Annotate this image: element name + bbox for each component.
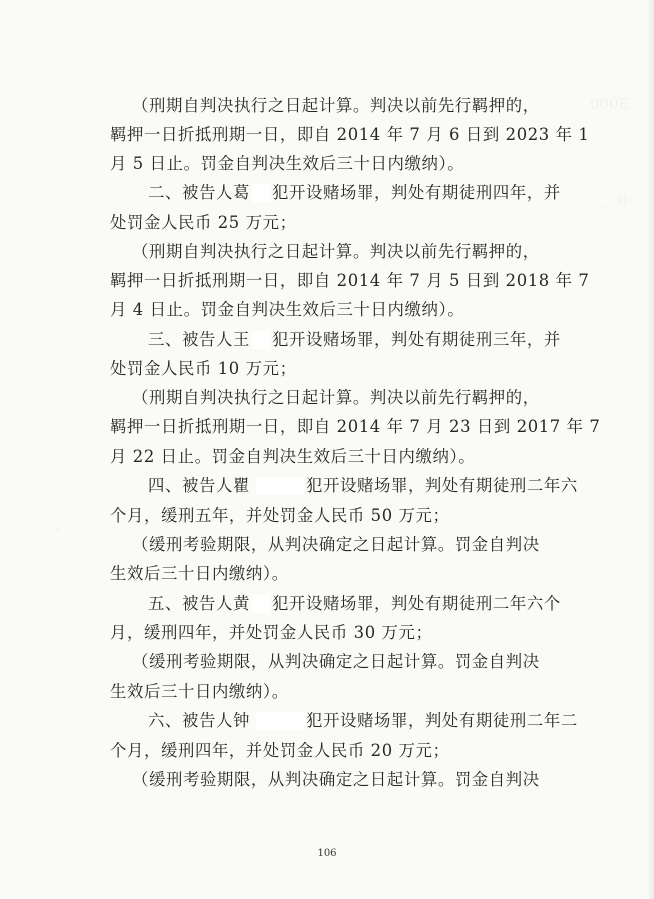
- line-text: 处罚金人民币 10 万元；: [110, 359, 297, 378]
- text-line: [0, 356, 654, 382]
- text-line: [0, 210, 654, 236]
- redacted-name: [256, 477, 304, 495]
- text-line: [0, 414, 654, 440]
- redacted-name: [256, 712, 306, 730]
- text-line: [0, 767, 654, 793]
- defendant-prefix: 六、被告人钟: [148, 711, 250, 730]
- line-text: 犯开设赌场罪，判处有期徒刑四年，并: [272, 183, 561, 202]
- line-text: 个月，缓刑四年，并处罚金人民币 20 万元；: [110, 741, 450, 760]
- line-text: （缓刑考验期限，从判决确定之日起计算。罚金自判决: [132, 652, 540, 671]
- redacted-name: [252, 595, 270, 613]
- text-line: [0, 93, 654, 119]
- text-line: [0, 561, 654, 587]
- line-text: 月 4 日止。罚金自判决生效后三十日内缴纳）。: [110, 300, 465, 319]
- line-text: （缓刑考验期限，从判决确定之日起计算。罚金自判决: [132, 770, 540, 789]
- defendant-prefix: 四、被告人瞿: [148, 476, 250, 495]
- text-line: [0, 385, 654, 411]
- redacted-name: [252, 331, 270, 349]
- text-line: [0, 122, 654, 148]
- line-text: 羁押一日折抵刑期一日，即自 2014 年 7 月 6 日到 2023 年 1: [110, 125, 590, 144]
- text-line: [0, 503, 654, 529]
- line-text: 犯开设赌场罪，判处有期徒刑二年六: [306, 476, 578, 495]
- text-line: [0, 591, 654, 617]
- text-line: [0, 649, 654, 675]
- text-line: [0, 180, 654, 206]
- text-line: [0, 327, 654, 353]
- line-text: （刑期自判决执行之日起计算。判决以前先行羁押的，: [132, 96, 540, 115]
- line-text: 月 5 日止。罚金自判决生效后三十日内缴纳）。: [110, 154, 465, 173]
- text-line: [0, 473, 654, 499]
- text-line: [0, 532, 654, 558]
- line-text: （刑期自判决执行之日起计算。判决以前先行羁押的，: [132, 242, 540, 261]
- page-number: 106: [317, 848, 337, 859]
- line-text: 生效后三十日内缴纳）。: [110, 564, 289, 583]
- text-line: [0, 444, 654, 470]
- text-line: [0, 738, 654, 764]
- text-line: [0, 297, 654, 323]
- redacted-name: [252, 184, 270, 202]
- text-line: [0, 620, 654, 646]
- line-text: （刑期自判决执行之日起计算。判决以前先行羁押的，: [132, 388, 540, 407]
- line-text: 个月，缓刑五年，并处罚金人民币 50 万元；: [110, 506, 450, 525]
- text-line: [0, 679, 654, 705]
- defendant-prefix: 二、被告人葛: [148, 183, 250, 202]
- text-line: [0, 708, 654, 734]
- defendant-prefix: 五、被告人黄: [148, 594, 250, 613]
- text-line: [0, 151, 654, 177]
- line-text: 犯开设赌场罪，判处有期徒刑二年六个: [272, 594, 561, 613]
- defendant-prefix: 三、被告人王: [148, 330, 250, 349]
- line-text: 生效后三十日内缴纳）。: [110, 682, 289, 701]
- line-text: 处罚金人民币 25 万元；: [110, 213, 297, 232]
- line-text: （缓刑考验期限，从判决确定之日起计算。罚金自判决: [132, 535, 540, 554]
- line-text: 月 22 日止。罚金自判决生效后三十日内缴纳）。: [110, 447, 476, 466]
- text-line: [0, 239, 654, 265]
- line-text: 犯开设赌场罪，判处有期徒刑二年二: [306, 711, 578, 730]
- line-text: 月，缓刑四年，并处罚金人民币 30 万元；: [110, 623, 433, 642]
- line-text: 羁押一日折抵刑期一日，即自 2014 年 7 月 5 日到 2018 年 7: [110, 271, 590, 290]
- line-text: 羁押一日折抵刑期一日，即自 2014 年 7 月 23 日到 2017 年 7: [110, 417, 601, 436]
- line-text: 犯开设赌场罪，判处有期徒刑三年，并: [272, 330, 561, 349]
- text-line: [0, 268, 654, 294]
